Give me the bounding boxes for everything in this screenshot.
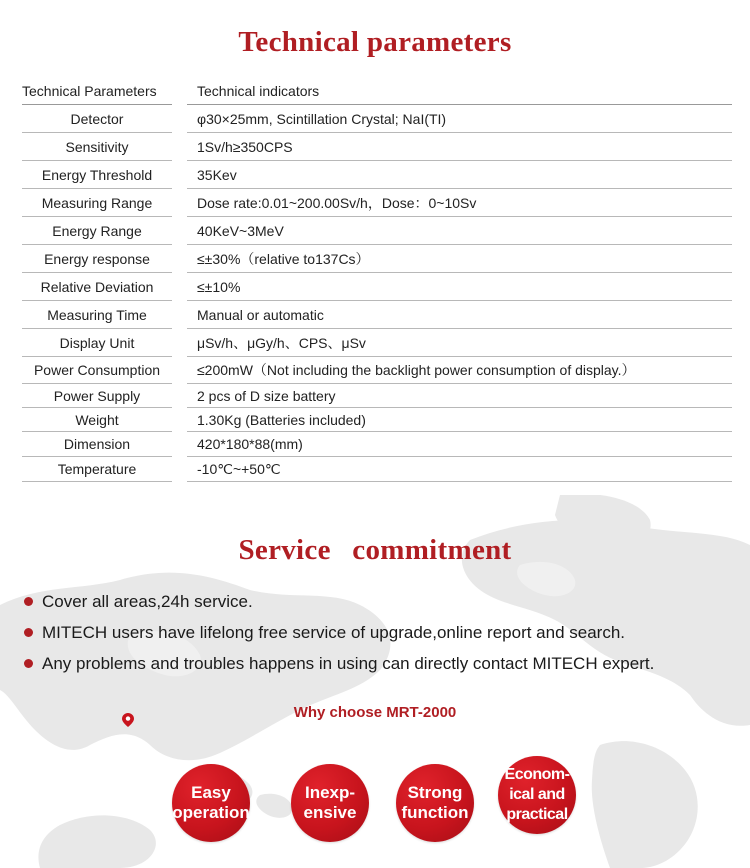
feature-badge-strong-function: Strong function (396, 764, 474, 842)
header-parameters: Technical Parameters (22, 78, 172, 105)
param-label: Detector (22, 105, 172, 133)
bullet-dot-icon (24, 597, 33, 606)
param-value: 35Kev (187, 161, 732, 189)
page-title: Technical parameters (238, 26, 512, 58)
table-row (22, 189, 732, 217)
table-row (22, 432, 732, 457)
table-row (22, 105, 732, 133)
table-row (22, 408, 732, 432)
param-label: Energy Range (22, 217, 172, 245)
param-label: Energy Threshold (22, 161, 172, 189)
table-row (22, 273, 732, 301)
param-label: Temperature (22, 457, 172, 482)
param-value: 40KeV~3MeV (187, 217, 732, 245)
param-value: φ30×25mm, Scintillation Crystal; NaI(TI) (187, 105, 732, 133)
list-item (24, 586, 744, 617)
table-row (22, 217, 732, 245)
list-item (24, 617, 744, 648)
bullet-dot-icon (24, 659, 33, 668)
table-header-row (22, 78, 732, 105)
param-label: Measuring Range (22, 189, 172, 217)
feature-badge-inexpensive: Inexp- ensive (291, 764, 369, 842)
table-row (22, 161, 732, 189)
param-label: Weight (22, 408, 172, 432)
bullet-dot-icon (24, 628, 33, 637)
param-label: Display Unit (22, 329, 172, 357)
feature-badge-economical: Econom- ical and practical (498, 756, 576, 834)
param-value: 2 pcs of D size battery (187, 384, 732, 408)
param-value: 1.30Kg (Batteries included) (187, 408, 732, 432)
param-label: Measuring Time (22, 301, 172, 329)
map-pin-icon (122, 713, 134, 727)
list-item-text: Any problems and troubles happens in using can directly contact MITECH expert. (42, 653, 655, 673)
service-list (24, 586, 744, 679)
param-label: Relative Deviation (22, 273, 172, 301)
feature-badges (0, 756, 750, 846)
param-value: ≤±10% (187, 273, 732, 301)
parameters-table (22, 78, 732, 482)
list-item (24, 648, 744, 679)
param-value: μSv/h、μGy/h、CPS、μSv (187, 329, 732, 357)
param-label: Sensitivity (22, 133, 172, 161)
table-row (22, 245, 732, 273)
table-row (22, 357, 732, 384)
param-label: Power Consumption (22, 357, 172, 384)
param-label: Power Supply (22, 384, 172, 408)
table-row (22, 133, 732, 161)
why-choose-heading: Why choose MRT-2000 (293, 704, 457, 721)
param-value: ≤±30%（relative to137Cs） (187, 245, 732, 273)
param-value: 420*180*88(mm) (187, 432, 732, 457)
param-value: 1Sv/h≥350CPS (187, 133, 732, 161)
header-indicators: Technical indicators (187, 78, 732, 105)
param-label: Dimension (22, 432, 172, 457)
list-item-text: Cover all areas,24h service. (42, 591, 253, 611)
param-label: Energy response (22, 245, 172, 273)
feature-badge-easy-operation: Easy operation (172, 764, 250, 842)
table-row (22, 329, 732, 357)
table-row (22, 384, 732, 408)
table-row (22, 457, 732, 482)
param-value: Dose rate:0.01~200.00Sv/h，Dose：0~10Sv (187, 189, 732, 217)
param-value: Manual or automatic (187, 301, 732, 329)
list-item-text: MITECH users have lifelong free service of upgrade,online report and search. (42, 622, 626, 642)
section-title: Service commitment (238, 534, 512, 566)
table-row (22, 301, 732, 329)
param-value: ≤200mW（Not including the backlight power consumption of display.） (187, 357, 732, 384)
param-value: -10℃~+50℃ (187, 457, 732, 482)
